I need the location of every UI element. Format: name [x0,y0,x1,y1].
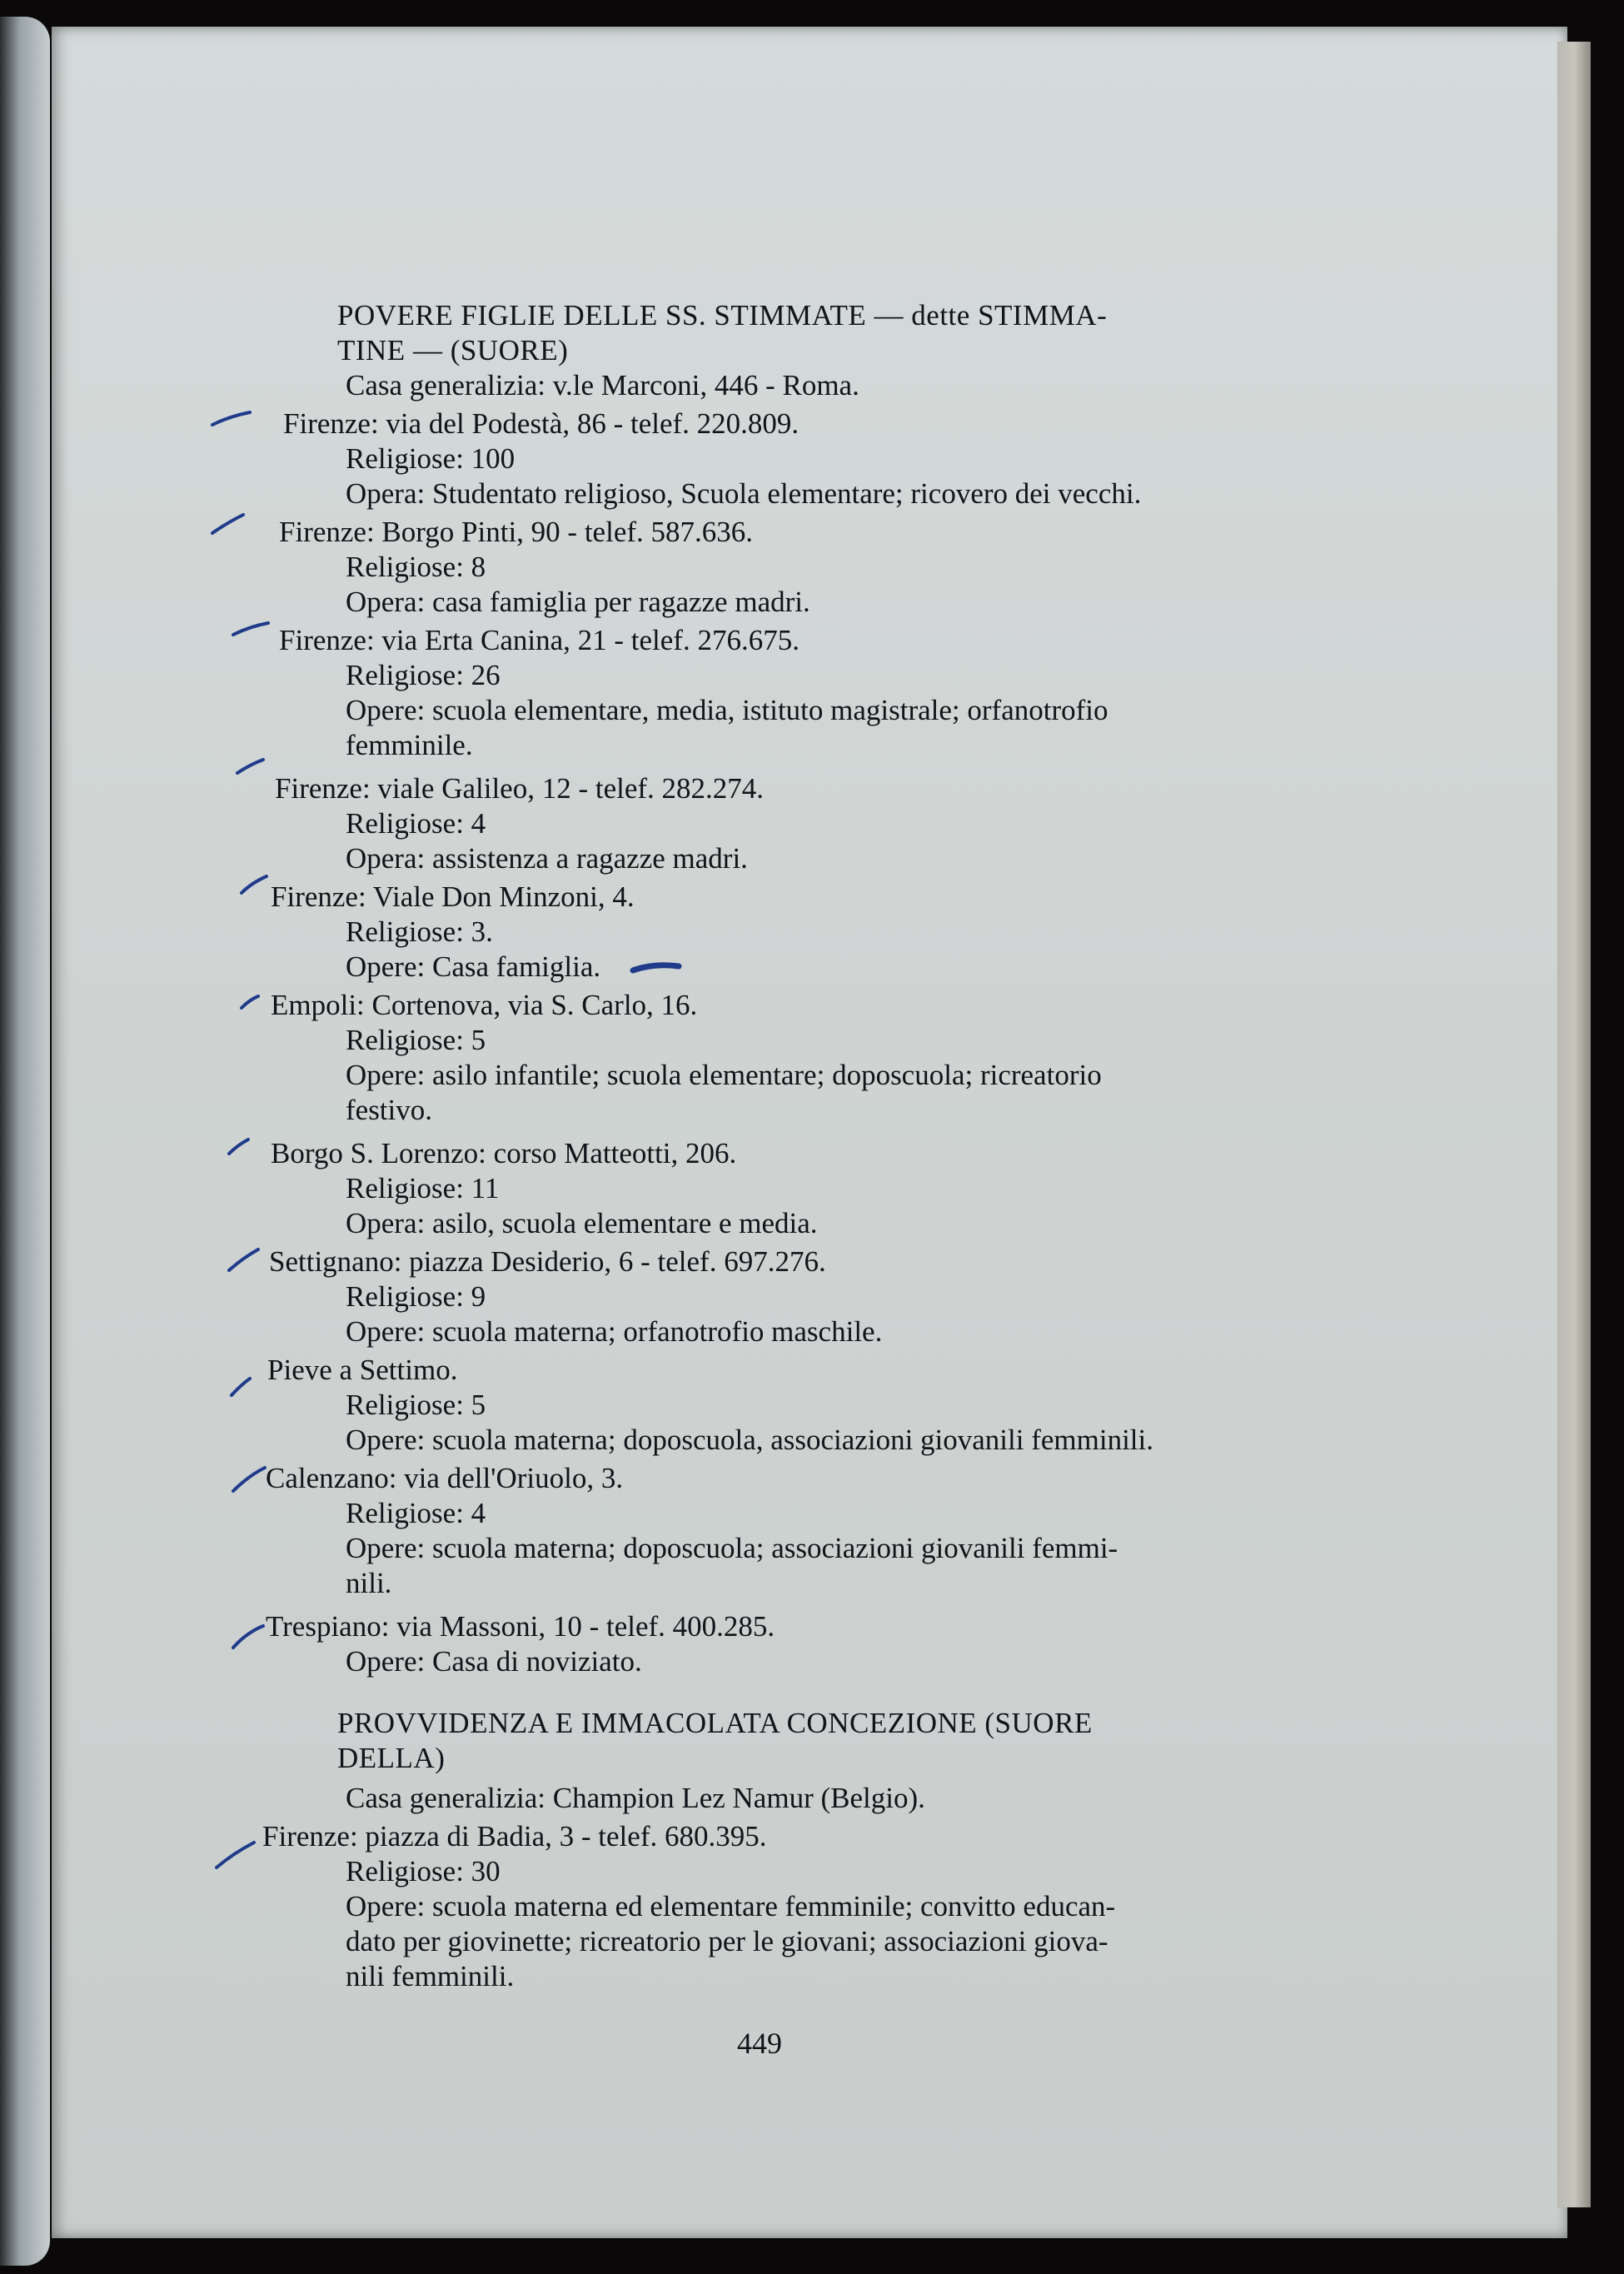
entry-place: Pieve a Settimo. [267,1354,458,1386]
entry-opera: Opera: Studentato religioso, Scuola elementare; ricovero dei vecchi. [346,477,1142,510]
entry-opera: Opere: scuola materna ed elementare femminile; convitto educan- [346,1890,1116,1922]
entry-religiose: Religiose: 100 [346,442,516,475]
entry-opera: Opere: asilo infantile; scuola elementare; doposcuola; ricreatorio [346,1059,1102,1091]
entry [271,988,1295,1128]
page-text [262,283,1295,1994]
entry-place: Firenze: Borgo Pinti, 90 - telef. 587.636. [279,516,754,548]
entry [279,623,1295,763]
entry [262,1819,1295,1994]
entry-religiose: Religiose: 9 [346,1280,486,1313]
entry-place: Firenze: piazza di Badia, 3 - telef. 680.395. [262,1820,767,1853]
entry-religiose: Religiose: 11 [346,1172,500,1204]
entry [269,1244,1295,1349]
entry [267,1353,1295,1458]
section-heading-stimmatine [337,298,1295,368]
left-page-edge [0,17,50,2266]
entry-opera-cont: nili. [346,1567,392,1599]
entry-opera: Opera: casa famiglia per ragazze madri. [346,586,810,618]
heading-line: TINE — (SUORE) [337,334,569,367]
entry-religiose: Religiose: 5 [346,1024,486,1056]
casa-generalizia: Casa generalizia: Champion Lez Namur (Belgio). [346,1782,925,1814]
entry [271,1136,1295,1241]
entry-place: Firenze: via del Podestà, 86 - telef. 220.809. [283,407,800,440]
entry-place: Calenzano: via dell'Oriuolo, 3. [266,1462,624,1494]
section-heading-provvidenza [337,1706,1295,1776]
heading-line: DELLA) [337,1742,446,1774]
entry [283,406,1295,511]
entry-opera: Opera: asilo, scuola elementare e media. [346,1207,818,1239]
entry-place: Borgo S. Lorenzo: corso Matteotti, 206. [271,1137,737,1169]
heading-line: PROVVIDENZA E IMMACOLATA CONCEZIONE (SUORE [337,1707,1093,1739]
entry-place: Trespiano: via Massoni, 10 - telef. 400.285. [266,1610,775,1643]
entry-place: Firenze: Viale Don Minzoni, 4. [271,880,635,913]
entry-opera: Opera: assistenza a ragazze madri. [346,842,748,875]
entry-opera: Opere: Casa famiglia. [346,950,601,983]
entry [279,515,1295,620]
entry [275,771,1295,876]
entry-opera: Opere: scuola materna; doposcuola, associazioni giovanili femminili. [346,1424,1154,1456]
entry [271,880,1295,985]
entry-religiose: Religiose: 8 [346,551,486,583]
entry-opera-cont: festivo. [346,1094,433,1126]
entry-opera-cont: dato per giovinette; ricreatorio per le giovani; associazioni giova- [346,1925,1108,1957]
entry-opera: Opere: scuola elementare, media, istituto magistrale; orfanotrofio [346,694,1108,726]
casa-generalizia: Casa generalizia: v.le Marconi, 446 - Roma. [346,369,859,401]
entry-opera-cont: femminile. [346,729,473,761]
entry-religiose: Religiose: 4 [346,807,486,840]
entry [266,1609,1295,1679]
entry-opera-cont: nili femminili. [346,1960,515,1992]
entry-place: Settignano: piazza Desiderio, 6 - telef. 697.276. [269,1245,826,1278]
entry [266,1461,1295,1601]
entry-religiose: Religiose: 3. [346,915,493,948]
entry-religiose: Religiose: 26 [346,659,501,691]
page-fore-edge [1557,42,1591,2207]
entry-opera: Opere: Casa di noviziato. [346,1645,642,1678]
entry-place: Firenze: via Erta Canina, 21 - telef. 276.675. [279,624,800,656]
entry-place: Empoli: Cortenova, via S. Carlo, 16. [271,989,698,1021]
entry-religiose: Religiose: 4 [346,1497,486,1529]
heading-line: POVERE FIGLIE DELLE SS. STIMMATE — dette STIMMA- [337,299,1108,332]
entry-place: Firenze: viale Galileo, 12 - telef. 282.274. [275,772,765,805]
entry-religiose: Religiose: 5 [346,1389,486,1421]
page-number: 449 [737,2027,782,2060]
entry-religiose: Religiose: 30 [346,1855,501,1888]
entry-opera: Opere: scuola materna; doposcuola; associazioni giovanili femmi- [346,1532,1118,1564]
entry-opera: Opere: scuola materna; orfanotrofio maschile. [346,1315,883,1348]
